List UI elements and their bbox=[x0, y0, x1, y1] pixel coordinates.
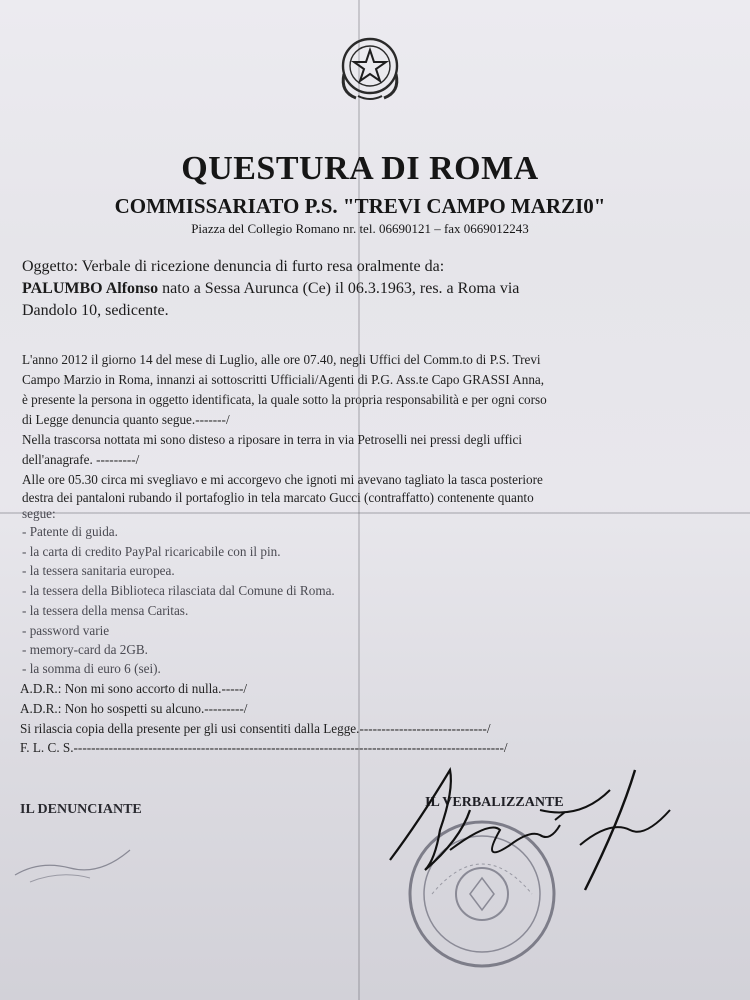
italian-republic-emblem-icon bbox=[334, 32, 406, 104]
stolen-item: - memory-card da 2GB. bbox=[22, 642, 148, 657]
document-title: QUESTURA DI ROMA bbox=[181, 150, 539, 187]
complainant-name: PALUMBO Alfonso bbox=[22, 280, 159, 297]
subject-line: Oggetto: Verbale di ricezione denuncia di furto resa oralmente da: bbox=[22, 258, 445, 275]
adr-statement: A.D.R.: Non mi sono accorto di nulla.-----/ bbox=[20, 681, 248, 696]
body-line: Nella trascorsa nottata mi sono disteso a riposare in terra in via Petroselli nei pressi degli uffici bbox=[22, 432, 523, 447]
document-subtitle: COMMISSARIATO P.S. "TREVI CAMPO MARZI0" bbox=[114, 194, 606, 218]
adr-statement: A.D.R.: Non ho sospetti su alcuno.---------/ bbox=[20, 701, 248, 716]
body-line: destra dei pantaloni rubando il portafoglio in tela marcato Gucci (contraffatto) contenente quanto bbox=[22, 490, 534, 505]
body-line: Campo Marzio in Roma, innanzi ai sottoscritti Ufficiali/Agenti di P.G. Ass.te Capo GRASSI Anna, bbox=[22, 372, 545, 387]
stolen-item: - la somma di euro 6 (sei). bbox=[22, 661, 161, 676]
officer-signature-label: IL VERBALIZZANTE bbox=[425, 795, 564, 810]
body-line: segue: bbox=[22, 506, 56, 521]
body-line: Alle ore 05.30 circa mi svegliavo e mi accorgevo che ignoti mi avevano tagliato la tasca posteriore bbox=[22, 472, 543, 487]
stolen-item: - password varie bbox=[22, 623, 110, 638]
stolen-item: - la tessera della Biblioteca rilasciata dal Comune di Roma. bbox=[22, 583, 335, 598]
stolen-item: - la tessera della mensa Caritas. bbox=[22, 603, 189, 618]
complainant-details: nato a Sessa Aurunca (Ce) il 06.3.1963, res. a Roma via bbox=[158, 280, 520, 297]
body-line: è presente la persona in oggetto identificata, la quale sotto la propria responsabilità e per ogni corso bbox=[22, 392, 547, 407]
flcs-line: F. L. C. S.--------------------------------------------------------------------------------------------------/ bbox=[20, 740, 508, 755]
subject-person-line bbox=[22, 280, 519, 298]
body-line: dell'anagrafe. ---------/ bbox=[22, 452, 140, 467]
stolen-item: - Patente di guida. bbox=[22, 524, 118, 539]
horizontal-fold-crease bbox=[0, 512, 750, 514]
body-line: di Legge denuncia quanto segue.-------/ bbox=[22, 412, 230, 427]
body-line: L'anno 2012 il giorno 14 del mese di Luglio, alle ore 07.40, negli Uffici del Comm.to di P.S. Trevi bbox=[22, 352, 541, 367]
office-address: Piazza del Collegio Romano nr. tel. 06690121 – fax 0669012243 bbox=[191, 221, 529, 236]
signature-section bbox=[0, 760, 750, 1000]
stolen-item: - la carta di credito PayPal ricaricabile con il pin. bbox=[22, 544, 281, 559]
subject-address-line: Dandolo 10, sedicente. bbox=[22, 302, 169, 319]
closing-statement: Si rilascia copia della presente per gli usi consentiti dalla Legge.-----------------------------/ bbox=[20, 721, 491, 736]
complainant-signature-label: IL DENUNCIANTE bbox=[20, 802, 142, 817]
complainant-signature-mark bbox=[10, 820, 140, 890]
handwritten-signature-icon bbox=[380, 750, 680, 910]
stolen-item: - la tessera sanitaria europea. bbox=[22, 563, 175, 578]
